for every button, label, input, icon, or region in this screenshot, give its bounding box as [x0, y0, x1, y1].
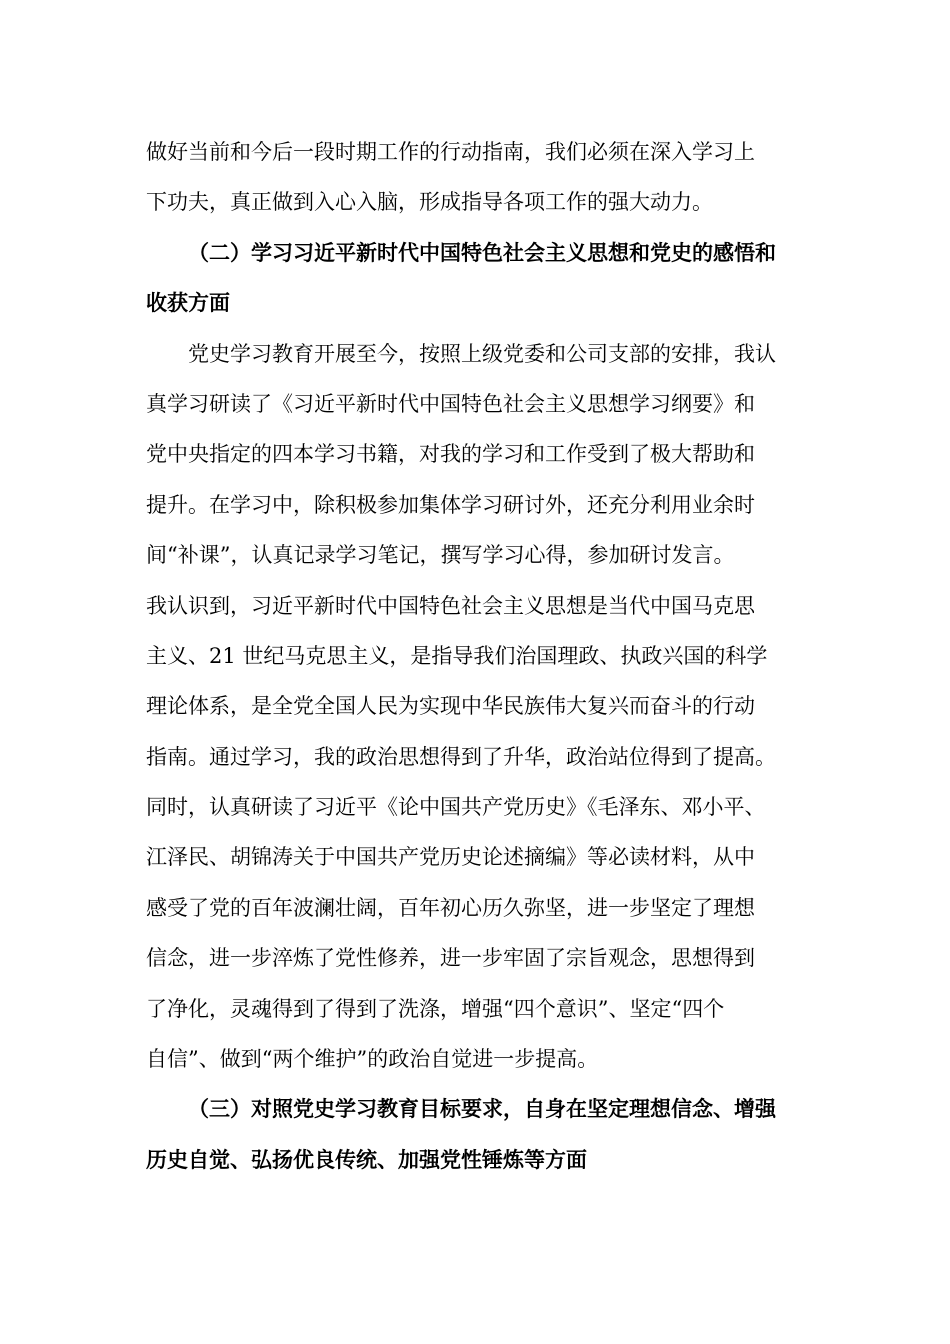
text-line: 信念，进一步淬炼了党性修养，进一步牢固了宗旨观念，思想得到	[146, 946, 755, 971]
text-line: 同时，认真研读了习近平《论中国共产党历史》《毛泽东、邓小平、	[146, 795, 766, 820]
paragraph-continued	[146, 127, 806, 228]
text-line: 党中央指定的四本学习书籍，对我的学习和工作受到了极大帮助和	[146, 442, 755, 467]
heading-line: 历史自觉、弘扬优良传统、加强党性锤炼等方面	[146, 1147, 587, 1172]
section-heading-3	[146, 1084, 806, 1185]
document-body	[146, 127, 806, 1185]
heading-line: （二）学习习近平新时代中国特色社会主义思想和党史的感悟和	[188, 240, 776, 265]
text-line: 指南。通过学习，我的政治思想得到了升华，政治站位得到了提高。	[146, 744, 776, 769]
text-line: 我认识到，习近平新时代中国特色社会主义思想是当代中国马克思	[146, 593, 755, 618]
text-line: 党史学习教育开展至今，按照上级党委和公司支部的安排，我认	[188, 341, 776, 366]
text-line: 江泽民、胡锦涛关于中国共产党历史论述摘编》等必读材料，从中	[146, 845, 755, 870]
text-line: 提升。在学习中，除积极参加集体学习研讨外，还充分利用业余时	[146, 492, 755, 517]
text-line: 真学习研读了《习近平新时代中国特色社会主义思想学习纲要》和	[146, 391, 755, 416]
text-line: 间“补课”，认真记录学习笔记，撰写学习心得，参加研讨发言。	[146, 543, 735, 568]
text-line: 做好当前和今后一段时期工作的行动指南，我们必须在深入学习上	[146, 140, 755, 164]
section-heading-2	[146, 228, 806, 329]
paragraph-study-reflection	[146, 329, 806, 1085]
heading-line: （三）对照党史学习教育目标要求，自身在坚定理想信念、增强	[188, 1097, 776, 1122]
text-line: 感受了党的百年波澜壮阔，百年初心历久弥坚，进一步坚定了理想	[146, 895, 755, 920]
text-line: 下功夫，真正做到入心入脑，形成指导各项工作的强大动力。	[146, 190, 713, 215]
text-line: 主义、21 世纪马克思主义，是指导我们治国理政、执政兴国的科学	[146, 643, 768, 668]
text-line: 自信”、做到“两个维护”的政治自觉进一步提高。	[146, 1047, 599, 1072]
heading-line: 收获方面	[146, 291, 230, 316]
text-line: 了净化，灵魂得到了得到了洗涤，增强“四个意识”、坚定“四个	[146, 996, 725, 1021]
text-line: 理论体系，是全党全国人民为实现中华民族伟大复兴而奋斗的行动	[146, 694, 755, 719]
